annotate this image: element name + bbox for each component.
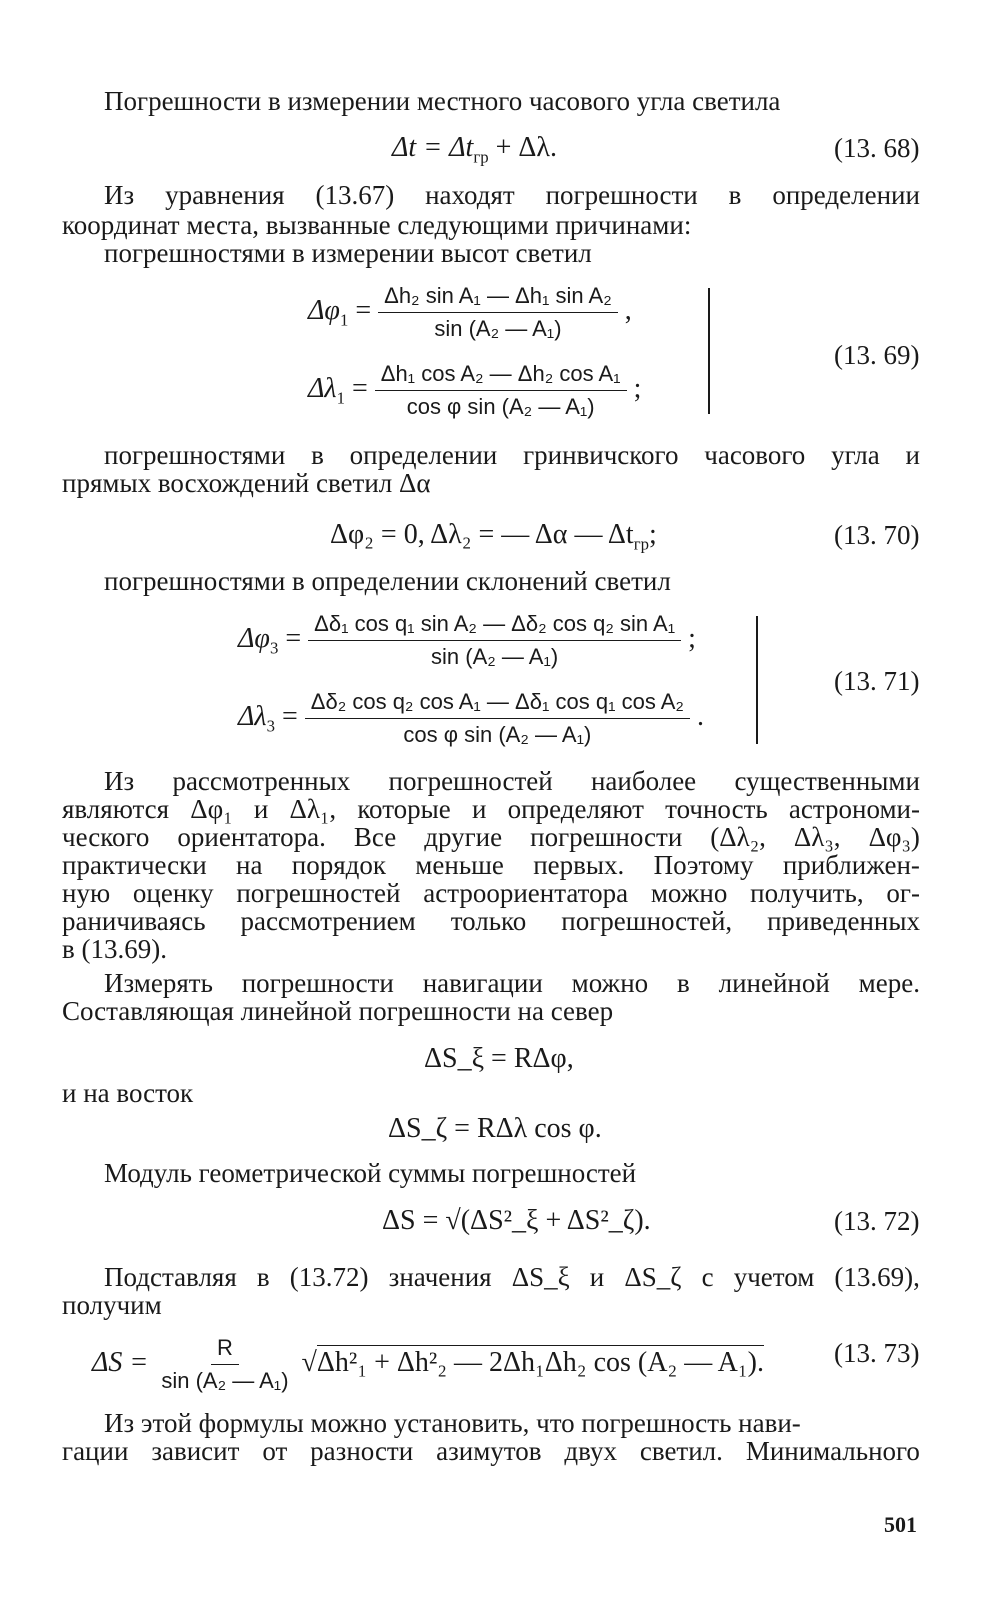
fraction-numerator: Δh₂ sin A₁ — Δh₁ sin A₂ (378, 282, 618, 313)
word: и (905, 440, 920, 470)
word: двух (564, 1436, 617, 1466)
word: ориентатора. (177, 822, 326, 852)
paragraph-line: координат места, вызванные следующими причинами: (62, 210, 692, 240)
justified-line (62, 794, 920, 824)
word: угла (831, 440, 880, 470)
word: гринвичского (523, 440, 679, 470)
word: погрешности (530, 822, 683, 852)
word: которые (357, 794, 451, 824)
word: азимутов (436, 1436, 542, 1466)
word: приведенных (767, 906, 920, 936)
word: в (677, 968, 690, 998)
eq-subscript: гр (473, 147, 489, 167)
equation-number: (13. 70) (834, 520, 920, 550)
word: астроориентатора (423, 878, 629, 908)
word: погрешности (545, 180, 698, 210)
word: погрешностей, (561, 906, 733, 936)
word: погрешностей (388, 766, 553, 796)
word: разности (310, 1436, 414, 1466)
sqrt-sign: √ (301, 1346, 317, 1378)
word: можно (571, 968, 649, 998)
word: являются (62, 794, 170, 824)
word: Подставляя (104, 1262, 237, 1292)
equation-13-69-b: $\Delta\lambda_1$ = $\frac{\text{Δh₁ cos A₂ — Δh₂ cos A₁}}{\text{cos φ sin (A₂ — A₁)}}$ ; (308, 361, 642, 419)
eq-tail: ; (648, 519, 657, 550)
paragraph-line: и на восток (62, 1078, 194, 1108)
eq-lhs: ΔS = (92, 1346, 149, 1378)
fraction-numerator: Δδ₁ cos q₁ sin A₂ — Δδ₂ cos q₂ sin A₁ (308, 610, 681, 641)
page-number: 501 (884, 1512, 917, 1537)
equation-13-72: ΔS = √(ΔS²_ξ + ΔS²_ζ). (382, 1205, 651, 1236)
equation-13-71-b: $\Delta\lambda_3$ = $\frac{\text{Δδ₂ cos q₂ cos A₁ — Δδ₁ cos q₁ cos A₂}}{\text{cos φ sin (A₂ — A₁)}}$ . (238, 689, 704, 747)
equation-13-73 (92, 1334, 764, 1395)
equation-s-xi: ΔS_ξ = RΔφ, (424, 1043, 574, 1074)
word: Все (353, 822, 397, 852)
word: Δφ₁ (190, 794, 233, 824)
word: Из (104, 180, 135, 210)
justified-line (62, 906, 920, 936)
eq-subscript: гр (633, 534, 649, 554)
right-brace (708, 288, 710, 414)
word: Измерять (104, 968, 213, 998)
word: точность (665, 794, 768, 824)
word: ΔS_ξ (511, 1262, 570, 1292)
word: в (256, 1262, 270, 1292)
word: и (253, 794, 269, 824)
equation-number: (13. 71) (834, 666, 920, 696)
equation-number: (13. 69) (834, 340, 920, 370)
word: светил. (639, 1436, 723, 1466)
fraction-denominator: cos φ sin (A₂ — A₁) (403, 722, 592, 747)
fraction-numerator: Δh₁ cos A₂ — Δh₂ cos A₁ (375, 360, 627, 391)
eq-lhs: Δφ (308, 294, 340, 326)
word: уравнения (165, 180, 285, 210)
word: часового (704, 440, 806, 470)
paragraph-line: Из этой формулы можно установить, что погрешность нави- (104, 1408, 801, 1438)
word: практически (62, 850, 207, 880)
word: (13.72) (289, 1262, 369, 1292)
word: раничиваясь (62, 906, 206, 936)
eq-lhs: Δλ (238, 700, 267, 732)
fraction (375, 360, 627, 421)
fraction-denominator: sin (A₂ — A₁) (434, 316, 562, 341)
word: Из (104, 766, 135, 796)
word: можно (650, 878, 728, 908)
word: ную (62, 878, 111, 908)
fraction (308, 610, 681, 671)
word: гации (62, 1436, 129, 1466)
word: ΔS_ζ (624, 1262, 682, 1292)
word: первых. (533, 850, 625, 880)
eq-lhs: Δλ (308, 372, 337, 404)
fraction-numerator: Δδ₂ cos q₂ cos A₁ — Δδ₁ cos q₁ cos A₂ (305, 688, 690, 719)
word: Δλ₁, (289, 794, 337, 824)
fraction-denominator: cos φ sin (A₂ — A₁) (406, 394, 595, 419)
word: в (311, 440, 324, 470)
fraction-denominator: sin (A₂ — A₁) (161, 1368, 289, 1393)
justified-line (62, 1436, 920, 1466)
word: приближен- (782, 850, 920, 880)
radicand: Δh²₁ + Δh²₂ — 2Δh₁Δh₂ cos (A₂ — A₁). (316, 1346, 764, 1378)
word: ог- (886, 878, 920, 908)
word: определении (772, 180, 920, 210)
word: в (728, 180, 742, 210)
word: и (471, 794, 487, 824)
word: навигации (422, 968, 543, 998)
word: (13.67) (315, 180, 395, 210)
word: меньше (415, 850, 504, 880)
paragraph-line: Модуль геометрической суммы погрешностей (104, 1158, 637, 1188)
equation-13-69-a: $\Delta\varphi_1$ = $\frac{\text{Δh₂ sin A₁ — Δh₁ sin A₂}}{\text{sin (A₂ — A₁)}}$ , (308, 283, 632, 341)
word: мере. (858, 968, 920, 998)
word: Δφ₃) (868, 822, 920, 852)
paragraph-line: получим (62, 1290, 162, 1320)
equation-s-zeta: ΔS_ζ = RΔλ cos φ. (388, 1113, 602, 1144)
word: зависит (151, 1436, 240, 1466)
word: учетом (733, 1262, 815, 1292)
word: оценку (132, 878, 214, 908)
word: на (236, 850, 263, 880)
word: погрешностями (104, 440, 286, 470)
word: астрономи- (788, 794, 920, 824)
word: определении (349, 440, 498, 470)
justified-line (62, 878, 920, 908)
word: погрешности (241, 968, 394, 998)
word: Поэтому (653, 850, 754, 880)
word: (13.69), (834, 1262, 920, 1292)
fraction (305, 688, 690, 749)
word: погрешностей (236, 878, 401, 908)
word: другие (424, 822, 503, 852)
word: определяют (507, 794, 644, 824)
word: порядок (291, 850, 386, 880)
justified-line (104, 968, 920, 998)
paragraph-line: Погрешности в измерении местного часового угла светила (104, 86, 781, 116)
word: значения (388, 1262, 492, 1292)
equation-number: (13. 68) (834, 133, 920, 163)
word: существенными (734, 766, 920, 796)
word: наиболее (590, 766, 697, 796)
justified-line (62, 850, 920, 880)
word: рассмотренных (172, 766, 351, 796)
paragraph-line: прямых восхождений светил Δα (62, 468, 431, 498)
justified-line (104, 1262, 920, 1292)
justified-line (62, 822, 920, 852)
eq-lhs: Δφ (238, 622, 270, 654)
word: от (262, 1436, 288, 1466)
fraction (378, 282, 618, 343)
paragraph-line: в (13.69). (62, 934, 167, 964)
justified-line (104, 440, 920, 470)
word: с (701, 1262, 714, 1292)
word: линейной (718, 968, 830, 998)
eq-body: Δφ₂ = 0, Δλ₂ = — Δα — Δt (330, 519, 634, 550)
word: рассмотрением (240, 906, 416, 936)
fraction-numerator: R (211, 1334, 239, 1365)
right-brace (756, 616, 758, 744)
word: Δλ₃, (793, 822, 841, 852)
word: (Δλ₂, (710, 822, 766, 852)
justified-line (104, 766, 920, 796)
paragraph-line: погрешностями в определении склонений светил (104, 566, 671, 596)
word: получить, (750, 878, 864, 908)
fraction (155, 1334, 294, 1395)
justified-line (104, 180, 920, 210)
equation-13-71-a: $\Delta\varphi_3$ = $\frac{\text{Δδ₁ cos q₁ sin A₂ — Δδ₂ cos q₂ sin A₁}}{\text{sin (A₂ — A₁)}}$ ; (238, 611, 696, 669)
equation-13-68 (392, 133, 557, 173)
equation-number: (13. 73) (834, 1338, 920, 1368)
equation-13-70 (330, 520, 657, 560)
word: и (589, 1262, 605, 1292)
eq-rhs: + Δλ. (488, 132, 557, 163)
equation-number: (13. 72) (834, 1206, 920, 1236)
word: ческого (62, 822, 150, 852)
paragraph-line: Составляющая линейной погрешности на север (62, 996, 614, 1026)
eq-lhs: Δt = Δt (392, 132, 474, 163)
word: Минимального (745, 1436, 920, 1466)
fraction-denominator: sin (A₂ — A₁) (431, 644, 559, 669)
word: находят (425, 180, 515, 210)
word: только (450, 906, 527, 936)
paragraph-line: погрешностями в измерении высот светил (104, 238, 592, 268)
